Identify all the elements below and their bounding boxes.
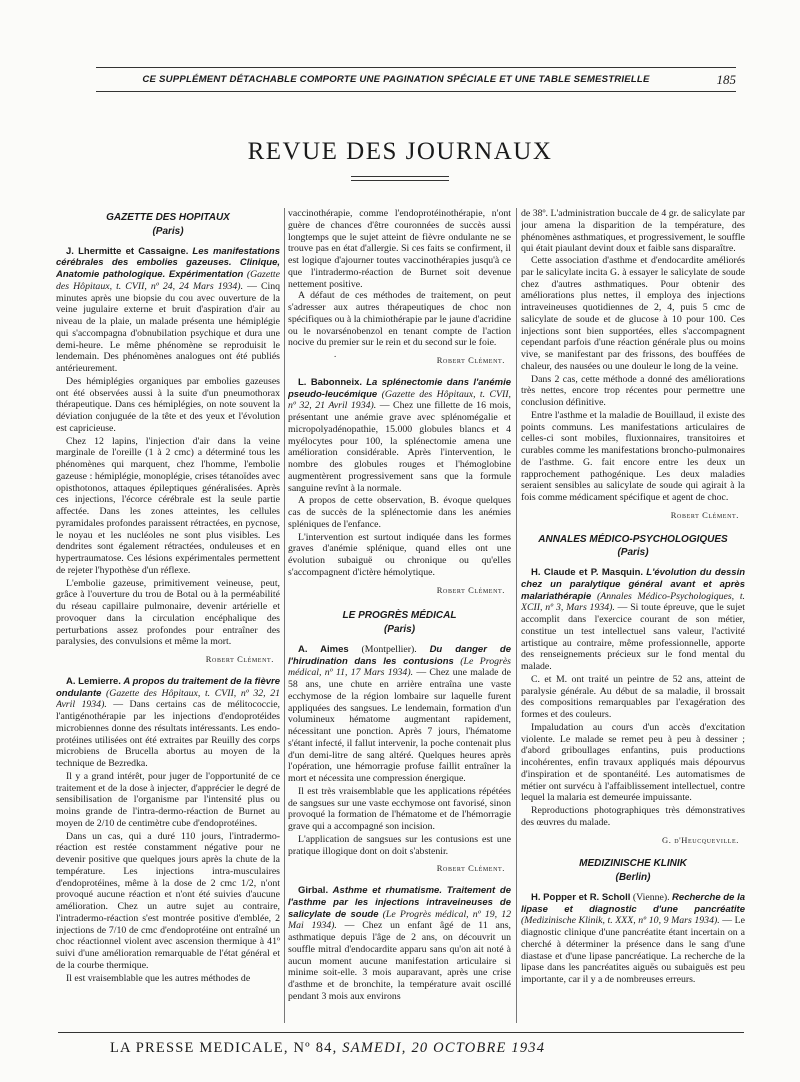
title-rule: [351, 180, 449, 181]
column-1: [56, 208, 280, 1028]
section-heading: ANNALES MÉDICO-PSYCHOLOGIQUES: [538, 533, 728, 545]
article-authors: L. Babonneix.: [298, 376, 363, 388]
article-title: Du danger de l'hirudination dans les contusions: [288, 643, 511, 667]
page-title: REVUE DES JOURNAUX: [247, 138, 553, 165]
article-paragraph: L'intervention est surtout indiquée dans les formes graves d'anémie splénique, quand elles ont une évolution subaiguë ou chronique ou qu'elles s'accompagnent d'ictère hémolytique.: [288, 531, 511, 578]
article-citation: (Gazette des Hôpitaux, t. CVII, nº 32, 21 Avril 1934).: [56, 687, 280, 711]
article-paragraph: Entre l'asthme et la maladie de Bouillaud, il existe des points communs. Les manifestations articulaires de celles-ci sont mobiles, fluxionnaires, transitoires et curables comme les manifestations broncho-pulmonaires de l'asthme. G. fait encore entre les deux un rapprochement pathogénique. Les deux maladies seraient sensibles au salicylate de soude qui agirait à la fois comme médicament spécifique et agent de choc.: [521, 409, 745, 503]
banner-rule: [96, 91, 736, 92]
article-header: [288, 885, 511, 1003]
article-title: Asthme et rhumatisme. Traitement de l'asthme par les injections intraveineuses de salicylate de soude: [288, 885, 511, 920]
article-header: [56, 676, 280, 770]
section-subheading: (Paris): [617, 547, 649, 559]
article-header: [288, 377, 511, 495]
article-signature: Robert Clément.: [436, 863, 505, 874]
section-subheading: (Paris): [383, 624, 416, 635]
top-rule: [96, 67, 736, 68]
article-paragraph: L'embolie gazeuse, primitivement veineuse, peut, grâce à l'ouverture du trou de Botal ou à la perméabilité du réseau capillaire pulmonaire, devenir artérielle et provoquer dans la circulation encéphalique des perturbations assez profondes pour entraîner des paralysies, des convulsions et même la mort.: [56, 577, 280, 648]
article-title: L'évolution du dessin chez un paralytique général avant et après malariathérapie: [521, 567, 745, 602]
article-title: A propos du traitement de la fièvre ondulante: [56, 675, 280, 699]
article-title: La splénectomie dans l'anémie pseudo-leucémique: [288, 376, 511, 400]
article-title: Les manifestations cérébrales des embolies gazeuses. Clinique, Anatomie pathologique. Expérimentation: [56, 245, 280, 280]
separator-dot: .: [334, 349, 337, 359]
article-paragraph: Dans 2 cas, cette méthode a donné des améliorations très nettes, encore trop récentes pour permettre une conclusion définitive.: [521, 373, 745, 408]
title-rule: [351, 176, 449, 177]
article-citation: (Medizinische Klinik, t. XXX, nº 10, 9 Mars 1934).: [521, 915, 720, 927]
article-authors: J. Lhermitte et Cassaigne.: [66, 245, 189, 257]
article-signature: G. d'Heucqueville.: [662, 834, 739, 845]
article-paragraph: de 38º. L'administration buccale de 4 gr. de salicylate par jour amena la disparition de la température, des phénomènes asthmatiques, et progressivement, le souffle qui était piaulant devint doux et faible sans disparaître.: [521, 208, 745, 255]
section-heading: MEDIZINISCHE KLINIK: [579, 858, 687, 870]
article-text: — Cinq minutes après une biopsie du cou avec ouverture de la veine jugulaire externe et bruit d'aspiration d'air au niveau de la plaie, un malade présenta une hémiplégie qui s'accompagna d'obnubilation psychique et dura une demi-heure. Le même phénomène se reproduisit le lendemain. Des phénomènes analogues ont été publiés antérieurement.: [56, 280, 280, 374]
column-2: [288, 208, 511, 1028]
article-citation: (Annales Médico-Psychologiques, t. XCII, nº 3, Mars 1934).: [521, 590, 745, 614]
article-signature: Robert Clément.: [205, 654, 274, 664]
article-header: [288, 644, 511, 785]
supplement-banner: CE SUPPLÉMENT DÉTACHABLE COMPORTE UNE PAGINATION SPÉCIALE ET UNE TABLE SEMESTRIELLE: [142, 74, 650, 85]
section-heading: LE PROGRÈS MÉDICAL: [342, 610, 457, 622]
article-authors: Girbal.: [298, 885, 329, 896]
page-footer: [110, 1040, 750, 1057]
article-authors: H. Claude et P. Masquin.: [531, 567, 644, 578]
footer-rule: [58, 1032, 744, 1033]
article-header: [56, 246, 280, 375]
article-paragraph: A propos de cette observation, B. évoque quelques cas de succès de la splénectomie dans les anémies spléniques de l'enfance.: [288, 495, 511, 530]
article-text: — Chez un enfant âgé de 11 ans, asthmatique depuis l'âge de 2 ans, on découvrit un souffle mitral d'endocardite apparu sans qu'on ait noté à aucun moment aucune manifestation articulaire si minime soit-elle. 3 mois auparavant, après une crise d'asthme et de bronchite, la température avait oscillé pendant 3 mois aux environs: [288, 920, 511, 1002]
article-text: — Dans certains cas de mélitococcie, l'antigénothérapie par les injections d'endoprotéides microbiennes donne des résultats intéressants. Les endo-protéines utilisées ont été extraites par Reuilly des corps microbiens de Brucella abortus au moyen de la technique de Bezredka.: [56, 699, 280, 769]
article-authors: A. Lemierre.: [66, 675, 121, 687]
section-subheading: (Berlin): [615, 872, 651, 883]
section-subheading: (Paris): [152, 225, 184, 237]
article-paragraph: Chez 12 lapins, l'injection d'air dans la veine marginale de l'oreille (1 à 2 cmc) a déterminé tous les phénomènes qui marquent, chez l'homme, l'embolie gazeuse : hémiplégie, monoplégie, crises tétanoïdes avec opisthotonos, attaques épileptiques généralisées. Après ces injections, l'écorce cérébrale est la seule partie affectée. Dans les zones atteintes, les cellules pyramidales profondes paraissent rétractées, en pycnose, le noyau et les nucléoles ne sont plus visibles. Les dendrites sont également rétractées, onduleuses et en hypertraumatose. Ces lésions expérimentales permettent de rejeter l'hypothèse d'un réflexe.: [56, 435, 280, 576]
footer-date: SAMEDI, 20 OCTOBRE 1934: [342, 1040, 546, 1056]
page-number: 185: [716, 72, 736, 87]
footer-journal: LA PRESSE MEDICALE, Nº 84,: [110, 1040, 338, 1056]
article-authors: H. Popper et R. Scholl: [531, 891, 631, 903]
article-paragraph: L'application de sangsues sur les contusions est une pratique illogique dont on doit s'abstenir.: [288, 833, 511, 857]
article-paragraph: vaccinothérapie, comme l'endoprotéinothérapie, n'ont guère de chances d'être couronnées de succès aussi longtemps que le sujet atteint de fièvre ondulante ne se trouve pas en état d'allergie. Si ces faits se confirment, il est logique d'ajourner toutes vaccinothérapies jusqu'à ce que l'intradermo-réaction de Burnet soit devenue nettement positive.: [288, 208, 511, 290]
article-text: — Si toute épreuve, que le sujet accomplit dans l'exercice courant de son métier, constitue un test intellectuel sans valeur, l'activité artistique au contraire, même professionnelle, apporte des renseignements précieux sur le fond mental du malade.: [521, 602, 745, 672]
article-signature: Robert Clément.: [436, 355, 505, 365]
article-title: Recherche de la lipase et diagnostic d'une pancréatite: [521, 891, 745, 915]
article-signature: Robert Clément.: [670, 509, 739, 520]
article-header: [521, 892, 745, 986]
article-authors: A. Aimes: [298, 643, 349, 655]
article-paragraph: Des hémiplégies organiques par embolies gazeuses ont été observées aussi à la suite d'un pneumothorax thérapeutique. Dans ces hémiplégies, on note souvent la déviation conjuguée de la tête et des yeux et l'évolution est capricieuse.: [56, 375, 280, 434]
article-text: — Chez une malade de 58 ans, une chute en arrière entraîna une vaste ecchymose de la région lombaire sur laquelle furent appliquées des sangsues. Le lendemain, formation d'un volumineux hématome augmentant rapidement, nécessitant une ponction. Après 7 jours, l'hématome s'étant infecté, il fallut intervenir, la poche contenait plus d'un demi-litre de sang altéré. Quelques heures après l'opération, une hémorragie profuse faillit entraîner la mort et nécessita une compression énergique.: [288, 667, 511, 784]
article-place: (Vienne).: [632, 891, 670, 903]
section-heading: GAZETTE DES HOPITAUX: [106, 212, 230, 223]
article-paragraph: Il est très vraisemblable que les applications répétées de sangsues sur une vaste ecchymose ont favorisé, sinon provoqué la formation de l'hématome et de l'hémorragie grave qui a accompagné son incision.: [288, 785, 511, 832]
article-paragraph: Il y a grand intérêt, pour juger de l'opportunité de ce traitement et de la dose à injecter, d'apprécier le degré de sensibilisation de l'organisme par l'intensité plus ou moins grande de l'intra-dermo-réaction de Burnet au moyen de 2/10 de centimètre cube d'endoprotéines.: [56, 770, 280, 829]
column-3: [521, 208, 745, 1028]
article-citation: (Gazette des Hôpitaux, t. CVII, nº 32, 21 Avril 1934).: [288, 388, 511, 412]
article-paragraph: Reproductions photographiques très démonstratives des œuvres du malade.: [521, 805, 745, 828]
article-paragraph: Dans un cas, qui a duré 110 jours, l'intradermo-réaction est restée constamment négative pour ne devenir positive que quelques jours après la chute de la température. Les injections intra-musculaires d'endoprotéines, même à la dose de 2 cmc 1/2, n'ont provoqué aucune réaction et n'ont été suivies d'aucune amélioration. Chez un autre sujet au contraire, l'intradermo-réaction s'est montrée positive d'emblée, 2 injections de 7/10 de cmc d'endoprotéine ont entraîné un choc réactionnel violent avec ascension thermique à 41º suivi d'une amélioration remarquable de l'état général et de la courbe thermique.: [56, 830, 280, 971]
article-citation: (Le Progrès médical, nº 19, 12 Mai 1934).: [288, 908, 511, 932]
article-citation: (Gazette des Hôpitaux, t. CVII, nº 24, 24 Mars 1934).: [56, 269, 280, 292]
article-header: [521, 567, 745, 673]
article-paragraph: A défaut de ces méthodes de traitement, on peut s'adresser aux autres thérapeutiques de choc non spécifiques ou à la chimiothérapie par le jaune d'acridine ou le novarsénobenzol en tenant compte de l'action nocive du premier sur le rein et du second sur le foie.: [288, 290, 511, 349]
article-paragraph: C. et M. ont traité un peintre de 52 ans, atteint de paralysie générale. Au début de sa maladie, il brossait des compositions remarquables par l'exagération des formes et des couleurs.: [521, 673, 745, 720]
article-citation: (Le Progrès médical, nº 11, 17 Mars 1934).: [288, 655, 511, 679]
article-place: (Montpellier).: [361, 643, 417, 655]
article-paragraph: Impaludation au cours d'un accès d'excitation violente. Le malade se remet peu à peu à dessiner ; d'abord griboullages enfantins, puis productions incohérentes, enfin travaux appliqués mais dépourvus d'inspiration et de spontanéité. Les automatismes de métier ont survécu à l'affaiblissement intellectuel, contre lequel la malaria est demeurée impuissante.: [521, 721, 745, 804]
article-signature: Robert Clément.: [436, 584, 505, 595]
article-text: — Le diagnostic clinique d'une pancréatite étant incertain on a cherché à déterminer la présence dans le sang d'une diastase et d'une lipase pancréatique. La recherche de la lipase dans les pancréatites aiguës ou subaiguës est peu importante, car il y a de nombreuses erreurs.: [521, 915, 745, 985]
column-divider: [284, 208, 285, 1023]
article-paragraph: Il est vraisemblable que les autres méthodes de: [66, 972, 251, 984]
column-divider: [516, 208, 517, 1023]
article-paragraph: Cette association d'asthme et d'endocardite améliorés par le salicylate incita G. à essayer le salicylate de soude chez d'autres asthmatiques. Pour obtenir des améliorations plus nettes, il employa des injections intraveineuses quotidiennes de 2, 4, puis 5 cmc de salicylate de soude et de glucose à 10 pour 100. Ces injections sont bien supportées, elles s'accompagnent cependant parfois d'une réaction générale plus ou moins vive, se manifestant par des frissons, des bouffées de chaleur, des nausées ou une douleur le long de la veine.: [521, 255, 745, 372]
article-text: — Chez une fillette de 16 mois, présentant une anémie grave avec splénomégalie et micropolyadénopathie, 15.000 globules blancs et 4 myélocytes pour 100, la splénectomie amena une amélioration considérable. Après l'intervention, le nombre des globules rouges et l'hémoglobine augmentèrent progressivement sans que la formule sanguine revînt à la normale.: [288, 400, 511, 494]
